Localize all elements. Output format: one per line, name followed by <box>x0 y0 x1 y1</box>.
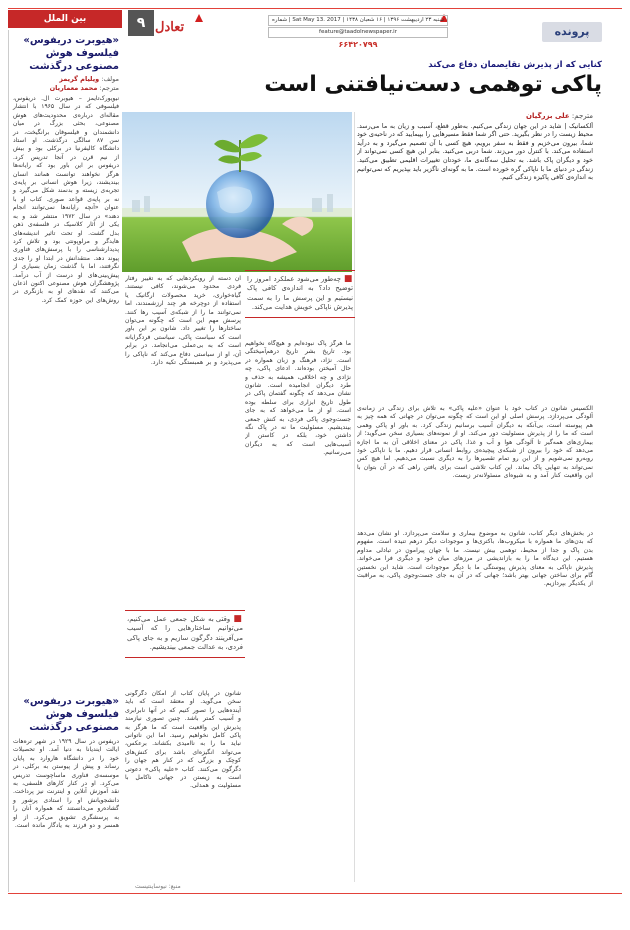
article-column-5: شانون در پایان کتاب از امکان دگرگونی سخن می‌گوید. او معتقد است که باید آینده‌هایی را تصور کنیم که در آنها نابرابری و آسیب کمتر باشد. چنین تصوری نیازمند پذیرش این واقعیت است که ما هرگز به پاکی کامل نخواهیم رسید. اما این ناتوانی نباید ما را به ناامیدی بکشاند. برعکس، می‌تواند انگیزه‌ای باشد برای کنش‌های کوچک و بزرگی که در کنار هم جهان را دگرگون می‌کنند. کتاب «علیه پاکی» دعوتی است به زیستن در جهانی ناکامل با مسئولیت و همدلی. <box>125 690 241 790</box>
pull-quote-2 <box>125 610 245 658</box>
side-section-tag: بین الملل <box>8 10 122 28</box>
side-author: مولف: ویلیام گریمز <box>59 75 119 83</box>
headline: پاکی توهمی دست‌نیافتنی است <box>264 72 602 97</box>
newspaper-logo: تعادل <box>155 20 185 35</box>
article-column-2: ما هرگز پاک نبوده‌ایم و هیچ‌گاه نخواهیم بود. تاریخ بشر تاریخ درهم‌آمیختگی است. نژاد، فرهنگ و زبان همواره در حال آمیختن بوده‌اند. ادعای پاکی، چه نژادی و چه اخلاقی، همیشه به حذف و طرد دیگران انجامیده است. شانون نشان می‌دهد که چگونه گفتمان پاکی در طول تاریخ ابزاری برای سلطه بوده است. او از ما می‌خواهد که به جای جست‌وجوی پاکی فردی، به کنش جمعی بیندیشیم. مسئولیت ما نه در پاک نگه داشتن خود، بلکه در کاستن از آسیب‌هایی است که به دیگران می‌رسانیم. <box>245 340 351 457</box>
side-translator: مترجم: محمد معماریان <box>49 84 119 92</box>
author-line <box>357 112 593 121</box>
phone-line: ۶۶۴۲۰۷۹۹ <box>338 40 378 49</box>
quote-icon: ■ <box>343 274 353 284</box>
kicker: کنایی که از پذیرش تقایصمان دفاع می‌کند <box>428 60 602 70</box>
author-name: علی بزرگیان <box>525 112 570 120</box>
pull-quote-2-text: وقتی به شکل جمعی عمل می‌کنیم، می‌توانیم ساختارهایی را که آسیب می‌آفرینند دگرگون سازیم و به جای پاکی فردی، به عدالت جمعی بیندیشیم. <box>127 615 243 652</box>
side-title-2: «هیوبرت دریفوس» فیلسوف هوش مصنوعی درگذشت <box>23 696 119 733</box>
article-column-1: الکسیس شانون در کتاب خود با عنوان «علیه پاکی» به تلاش برای زندگی در زمانه‌ی آلودگی می‌پردازد. پرسش اصلی او این است که چگونه می‌توان در جهانی که همه چیز به هم پیوسته است، بی‌آنکه به دیگران آسیب برسانیم زندگی کرد. به باور او پاکی وهمی است که ما را از پذیرش مسئولیت دور می‌کند. او از نمونه‌های بسیاری سخن می‌گوید؛ از بیماری‌های همه‌گیر تا آلودگی هوا و آب و غذا. پاکی در معنای اخلاقی آن به ما اجازه می‌دهد که خود را بیرون از شبکه‌ی پیچیده‌ی روابط انسانی قرار دهیم. ما با ناپاکی خود روبه‌رو نمی‌شویم و از این رو تمام تقصیرها را به دیگری نسبت می‌دهیم. اما هیچ کس نمی‌تواند به تنهایی پاک بماند. این کتاب تلاشی است برای یافتن راهی که در آن بتوان با این واقعیت کنار آمد و به شیوه‌ای مسئولانه‌تر زیست. <box>357 405 593 480</box>
side-title-1: «هیوبرت دریفوس» فیلسوف هوش مصنوعی درگذشت <box>23 35 119 72</box>
triangle-icon <box>195 14 203 22</box>
lead-text: آلکسانیک | شاید در این جهان زندگی می‌کنیم. به‌طور قطع، آسیب و زیان به ما می‌رسد. محیط زیست را در نظر بگیرید. حتی اگر شما فقط مسیرهایی را بپیمایید که در ناحیه‌ی خود شما، بیرون می‌خزیم و فقط به سفر برویم، هیچ کسی با آن تصمیم می‌گیرد و به درآید استفاده می‌کند. با کنترل دور می‌زند. شما دربی می‌کنید. بنابر این هیچ کسی نمی‌تواند از خود و دیگران پاک باشد. به تحلیل سه‌گانه‌ی ما، خودتان تغییرات اقلیمی تطبیق می‌کنید. زندگی در دنیای ما با ناپاکی گره خورده است. ما به گونه‌ای ناگزیر باید بپذیریم که نمی‌توانیم به اندازه‌ی کافی پاکیزه زندگی کنیم. <box>357 122 593 182</box>
article-photo <box>122 112 352 272</box>
pull-quote <box>245 270 355 318</box>
side-text-2: دریفوس در سال ۱۹۲۹ در شهر تره‌هات ایالت ایندیانا به دنیا آمد. او تحصیلات خود را در دانشگاه هاروارد به پایان رساند و پیش از پیوستن به برکلی، در موسسه‌ی فناوری ماساچوست تدریس می‌کرد. او در کنار کارهای فلسفی، به نقد آموزش آنلاین و اینترنت نیز پرداخت. دانشجویانش او را استادی پرشور و گشاده‌رو می‌دانستند که همواره آنان را به پرسشگری تشویق می‌کرد. از او همسر و دو فرزند به یادگار مانده است. <box>13 738 119 830</box>
column-rule <box>354 112 355 882</box>
quote-icon: ■ <box>233 614 243 624</box>
side-text-1: نیویورک‌تایمز – هیوبرت ال. دریفوس، فیلسوفی که در سال ۱۹۶۵ با انتشار مقاله‌ای درباره‌ی محدودیت‌های هوش مصنوعی، بحثی بزرگ در میان دانشمندان و فیلسوفان برانگیخت، در سن ۸۷ سالگی درگذشت. او استاد دانشگاه کالیفرنیا در برکلی بود و بیش از نیم قرن در آنجا تدریس کرد. دریفوس بر این باور بود که رایانه‌ها هرگز نخواهند توانست همانند انسان بیندیشند، زیرا هوش انسانی بر پایه‌ی تجربه‌ی زیسته و بدنمند شکل می‌گیرد و نه بر پایه‌ی قواعد صوری. کتاب او با عنوان «آنچه رایانه‌ها نمی‌توانند انجام دهند» در سال ۱۹۷۲ منتشر شد و به یکی از آثار کلاسیک در فلسفه‌ی ذهن بدل گشت. او تحت تاثیر اندیشه‌های هایدگر و مرلوپونتی بود و تلاش کرد پدیدارشناسی را با پرسش‌های فناوری پیوند دهد. منتقدانش در ابتدا او را جدی نگرفتند، اما با گذشت زمان بسیاری از پیش‌بینی‌های او درست از آب درآمد. پژوهشگران هوش مصنوعی اکنون اذعان می‌کنند که نقدهای او به بازنگری در روش‌های این حوزه کمک کرد. <box>13 95 119 304</box>
top-red-rule <box>8 8 622 9</box>
section-tab: پرونده <box>542 22 602 42</box>
email-line: feature@taadolnewspaper.ir <box>268 27 448 38</box>
article-column-3: آن دسته از رویکردهایی که به تغییر رفتار فردی محدود می‌شوند، کافی نیستند. گیاه‌خواری، خرید محصولات ارگانیک یا استفاده از دوچرخه هر چند ارزشمندند، اما نمی‌توانند ما را از شبکه‌ی آسیب رها کنند. پرسش مهم این است که چگونه می‌توان ساختارها را تغییر داد. شانون بر این باور است که سیاست پاکی، سیاستی فردگرایانه است که به بی‌عملی می‌انجامد. در برابر آن، او از سیاستی دفاع می‌کند که ناپاکی را می‌پذیرد و بر همبستگی تکیه دارد. <box>125 275 241 367</box>
globe-plant-illustration <box>122 112 352 272</box>
page-number: ۹ <box>128 10 154 36</box>
source-line: منبع: نیوساینتیست <box>135 883 181 890</box>
pull-quote-text: چه‌طور می‌شود عملکرد امروز را توضیح داد؟ به اندازه‌ی کافی پاک نیستیم و این پرسش ما را به سمت پذیرش ناپاکی خویش هدایت می‌کند. <box>247 275 353 312</box>
date-line: شنبه ۲۳ اردیبهشت ۱۳۹۶ | ۱۶ شعبان ۱۴۳۸ | Sat May 13. 2017 | شماره <box>268 15 448 26</box>
side-column <box>8 30 123 892</box>
author-label: مترجم: <box>571 112 593 120</box>
article-column-4: در بخش‌های دیگر کتاب، شانون به موضوع بیماری و سلامت می‌پردازد. او نشان می‌دهد که بدن‌های ما همواره با میکروب‌ها، باکتری‌ها و موجودات دیگر درهم تنیده است. مفهوم بدن پاک و جدا از محیط، توهمی بیش نیست. ما با جهان پیرامون در تبادلی مداوم هستیم. این دیدگاه ما را به بازاندیشی در مرزهای میان خود و دیگری فرا می‌خواند. پذیرش ناپاکی به معنای پذیرش پیوستگی ما با دیگر موجودات است. شاید این نخستین گام برای ساختن جهانی بهتر باشد؛ جهانی که در آن به جای جست‌وجوی پاکی، به مراقبت از یکدیگر بپردازیم. <box>357 530 593 588</box>
lead-column <box>357 112 593 402</box>
masthead-info <box>268 15 448 52</box>
bottom-red-rule <box>8 893 622 894</box>
